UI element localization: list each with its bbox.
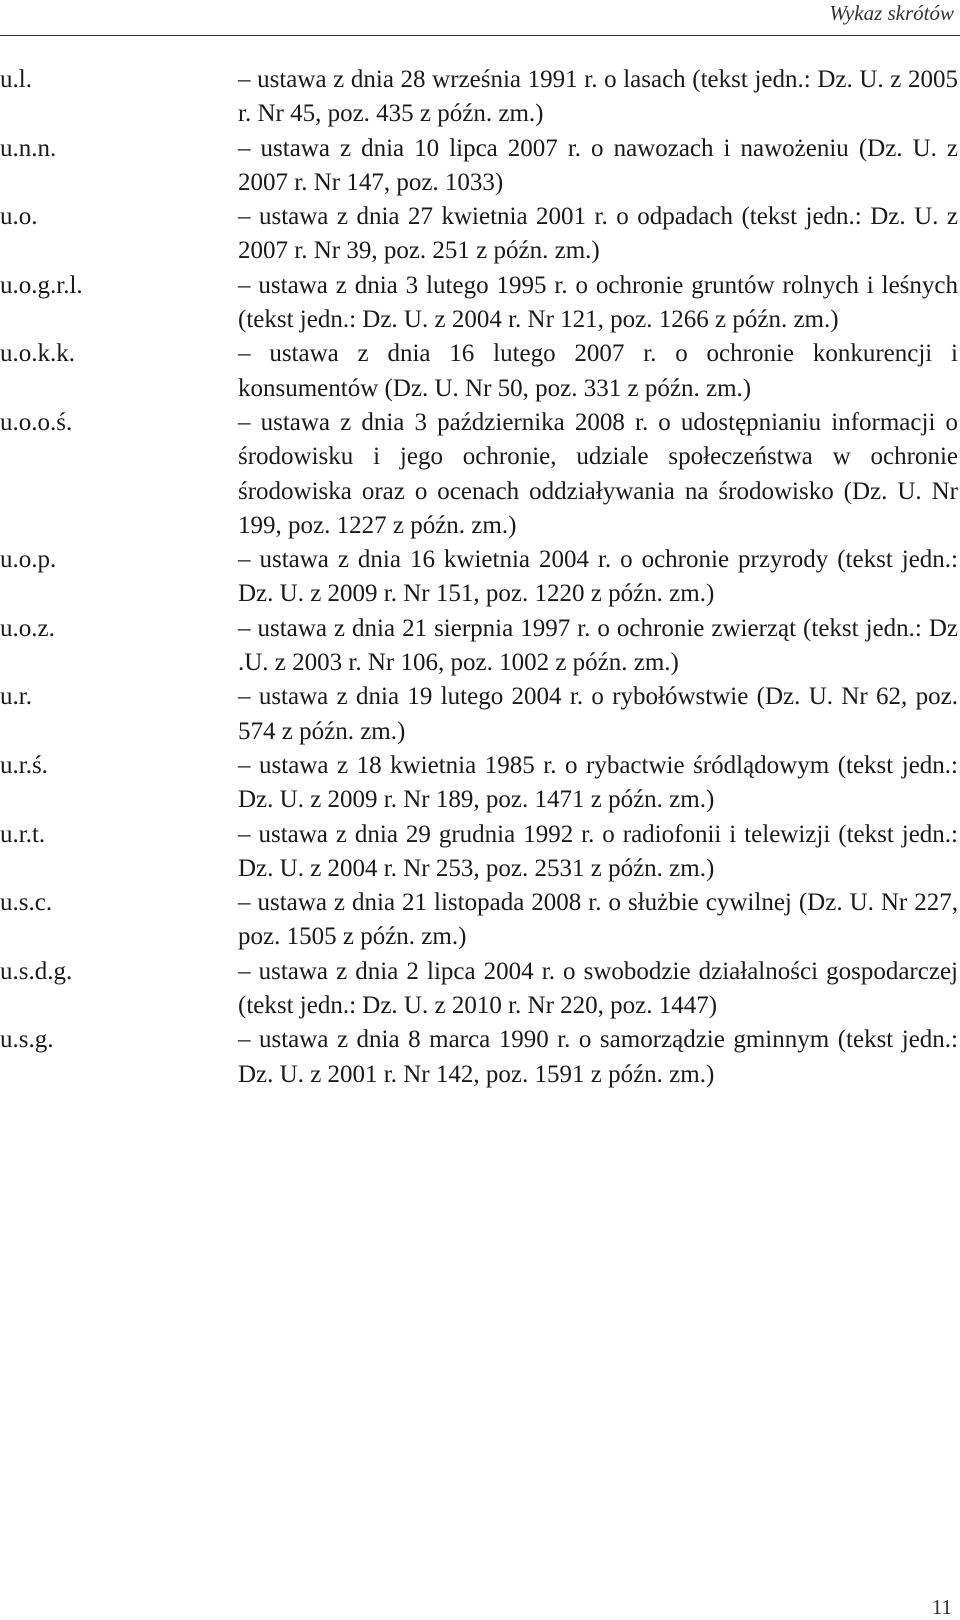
abbreviation-entry	[0, 749, 960, 818]
abbreviation: u.l.	[0, 66, 32, 93]
abbreviation: u.o.	[0, 203, 38, 231]
abbreviation: u.o.g.r.l.	[0, 271, 83, 299]
abbreviation-entry	[0, 680, 960, 749]
abbreviation: u.o.p.	[0, 546, 57, 574]
abbreviation-definition: – ustawa z dnia 2 lipca 2004 r. o swobodzie działalności gospodarczej (tekst jedn.: Dz. U. z 2010 r. Nr 220, poz. 1447)	[238, 957, 958, 1020]
abbreviation: u.o.o.ś.	[0, 408, 73, 436]
abbreviation-entry	[0, 63, 960, 132]
abbreviation-entry	[0, 337, 960, 406]
abbreviation-definition: – ustawa z dnia 28 września 1991 r. o lasach (tekst jedn.: Dz. U. z 2005 r. Nr 45, poz. 435 z późn. zm.)	[238, 66, 958, 128]
abbreviation-entry	[0, 543, 960, 612]
abbreviation: u.s.c.	[0, 889, 53, 917]
abbreviation-definition: – ustawa z dnia 16 kwietnia 2004 r. o ochronie przyrody (tekst jedn.: Dz. U. z 2009 r. Nr 151, poz. 1220 z późn. zm.)	[238, 546, 958, 608]
abbreviation-entry	[0, 612, 960, 681]
abbreviation: u.s.g.	[0, 1026, 54, 1054]
abbreviation: u.r.ś.	[0, 751, 48, 779]
abbreviation: u.r.	[0, 683, 32, 711]
abbreviation-entry	[0, 200, 960, 269]
abbreviation-entry	[0, 269, 960, 338]
abbreviation-definition: – ustawa z dnia 29 grudnia 1992 r. o radiofonii i telewizji (tekst jedn.: Dz. U. z 2004 r. Nr 253, poz. 2531 z późn. zm.)	[238, 820, 958, 882]
abbreviation: u.o.z.	[0, 614, 55, 642]
abbreviation: u.s.d.g.	[0, 957, 73, 985]
abbreviation: u.o.k.k.	[0, 340, 75, 368]
abbreviation-entry	[0, 818, 960, 887]
abbreviation-definition: – ustawa z dnia 3 lutego 1995 r. o ochronie gruntów rolnych i leśnych (tekst jedn.: Dz. U. z 2004 r. Nr 121, poz. 1266 z późn. zm.)	[238, 271, 958, 334]
abbreviation-definition: – ustawa z dnia 10 lipca 2007 r. o nawozach i nawożeniu (Dz. U. z 2007 r. Nr 147, poz. 1033)	[238, 134, 958, 196]
abbreviation-definition: – ustawa z dnia 21 sierpnia 1997 r. o ochronie zwierząt (tekst jedn.: Dz .U. z 2003 r. Nr 106, poz. 1002 z późn. zm.)	[238, 614, 958, 677]
abbreviation: u.r.t.	[0, 820, 46, 848]
abbreviation-definition: – ustawa z dnia 16 lutego 2007 r. o ochronie konkurencji i konsumentów (Dz. U. Nr 50, poz. 331 z późn. zm.)	[238, 340, 958, 402]
abbreviation-definition: – ustawa z dnia 8 marca 1990 r. o samorządzie gminnym (tekst jedn.: Dz. U. z 2001 r. Nr 142, poz. 1591 z późn. zm.)	[238, 1026, 958, 1088]
abbreviation-definition: – ustawa z dnia 3 października 2008 r. o udostępnianiu informacji o środowisku i jego ochronie, udziale społeczeństwa w ochronie środowiska oraz o ocenach oddziaływania na środowisko (Dz. U. Nr 199, poz. 1227 z późn. zm.)	[238, 408, 958, 539]
page-number: 11	[931, 1595, 952, 1619]
running-head: Wykaz skrótów	[829, 1, 954, 25]
abbreviation-list	[0, 63, 960, 1092]
abbreviation-entry	[0, 955, 960, 1024]
abbreviation-definition: – ustawa z dnia 19 lutego 2004 r. o rybołówstwie (Dz. U. Nr 62, poz. 574 z późn. zm.)	[238, 683, 958, 745]
abbreviation-entry	[0, 406, 960, 543]
abbreviation-definition: – ustawa z 18 kwietnia 1985 r. o rybactwie śródlądowym (tekst jedn.: Dz. U. z 2009 r. Nr 189, poz. 1471 z późn. zm.)	[238, 751, 958, 814]
header-rule	[0, 35, 960, 36]
abbreviation-entry	[0, 132, 960, 201]
abbreviation: u.n.n.	[0, 134, 57, 162]
abbreviation-definition: – ustawa z dnia 21 listopada 2008 r. o służbie cywilnej (Dz. U. Nr 227, poz. 1505 z późn. zm.)	[238, 889, 958, 951]
abbreviation-definition: – ustawa z dnia 27 kwietnia 2001 r. o odpadach (tekst jedn.: Dz. U. z 2007 r. Nr 39, poz. 251 z późn. zm.)	[238, 203, 958, 265]
abbreviation-entry	[0, 1023, 960, 1092]
abbreviation-entry	[0, 886, 960, 955]
